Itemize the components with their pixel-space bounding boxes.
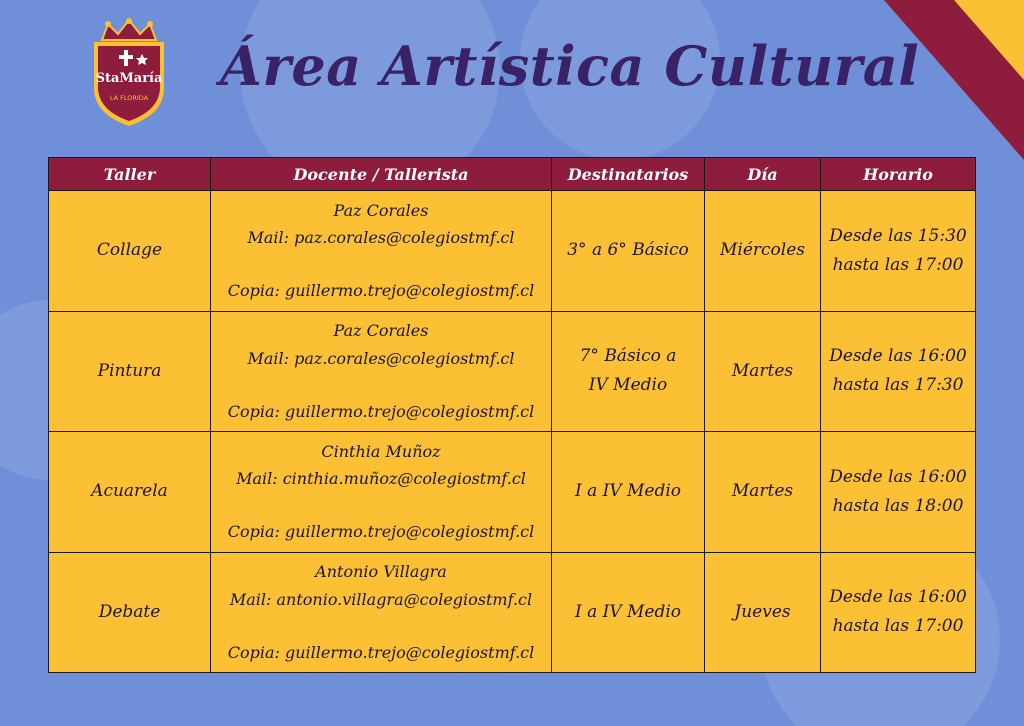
docente-name: Cinthia Muñoz: [321, 441, 441, 461]
docente-cell: [211, 311, 552, 432]
column-header-taller: Taller: [49, 158, 211, 191]
destinatarios-cell: [552, 191, 705, 312]
school-crest-logo: [88, 18, 170, 128]
dia-cell: Miércoles: [705, 191, 821, 312]
docente-cell: [211, 432, 552, 553]
docente-mail: Mail: paz.corales@colegiostmf.cl: [247, 228, 515, 248]
destinatarios-cell: [552, 311, 705, 432]
docente-name: Paz Corales: [333, 200, 429, 220]
docente-mail: Mail: antonio.villagra@colegiostmf.cl: [229, 589, 533, 609]
docente-copia: Copia: guillermo.trejo@colegiostmf.cl: [227, 281, 535, 301]
column-header-docente: Docente / Tallerista: [211, 158, 552, 191]
horario-cell: [821, 432, 976, 553]
destinatarios-line: 3° a 6° Básico: [567, 240, 689, 261]
horario-start: Desde las 15:30: [829, 225, 967, 246]
horario-cell: [821, 552, 976, 673]
docente-name: Paz Corales: [333, 321, 429, 341]
dia-cell: Martes: [705, 311, 821, 432]
horario-cell: [821, 311, 976, 432]
destinatarios-line: I a IV Medio: [574, 481, 682, 502]
table-row: [49, 552, 976, 673]
docente-copia: Copia: guillermo.trejo@colegiostmf.cl: [227, 642, 535, 662]
horario-cell: [821, 191, 976, 312]
table-row: [49, 191, 976, 312]
table-row: [49, 311, 976, 432]
page-title: Área Artística Cultural: [220, 34, 920, 98]
destinatarios-cell: [552, 552, 705, 673]
horario-end: hasta las 17:00: [832, 254, 964, 275]
column-header-horario: Horario: [821, 158, 976, 191]
table-row: [49, 432, 976, 553]
logo-subtitle: LA FLORIDA: [109, 94, 149, 102]
destinatarios-cell: [552, 432, 705, 553]
docente-copia: Copia: guillermo.trejo@colegiostmf.cl: [227, 401, 535, 421]
destinatarios-line: 7° Básico a: [579, 346, 677, 367]
destinatarios-line: I a IV Medio: [574, 601, 682, 622]
horario-start: Desde las 16:00: [829, 466, 967, 487]
docente-cell: [211, 191, 552, 312]
docente-mail: Mail: cinthia.muñoz@colegiostmf.cl: [236, 469, 526, 489]
column-header-destinatarios: Destinatarios: [552, 158, 705, 191]
horario-start: Desde las 16:00: [829, 587, 967, 608]
horario-end: hasta las 18:00: [832, 495, 964, 516]
horario-end: hasta las 17:30: [832, 375, 964, 396]
logo-name: StaMaría: [95, 71, 163, 86]
taller-cell: Acuarela: [49, 432, 211, 553]
docente-mail: Mail: paz.corales@colegiostmf.cl: [247, 348, 515, 368]
destinatarios-line: IV Medio: [588, 375, 668, 396]
taller-cell: Pintura: [49, 311, 211, 432]
dia-cell: Jueves: [705, 552, 821, 673]
docente-copia: Copia: guillermo.trejo@colegiostmf.cl: [227, 522, 535, 542]
table-header-row: [49, 158, 976, 191]
horario-start: Desde las 16:00: [829, 346, 967, 367]
taller-cell: Collage: [49, 191, 211, 312]
docente-cell: [211, 552, 552, 673]
docente-name: Antonio Villagra: [315, 562, 447, 582]
schedule-table: [48, 157, 976, 673]
dia-cell: Martes: [705, 432, 821, 553]
taller-cell: Debate: [49, 552, 211, 673]
horario-end: hasta las 17:00: [832, 616, 964, 637]
column-header-dia: Día: [705, 158, 821, 191]
